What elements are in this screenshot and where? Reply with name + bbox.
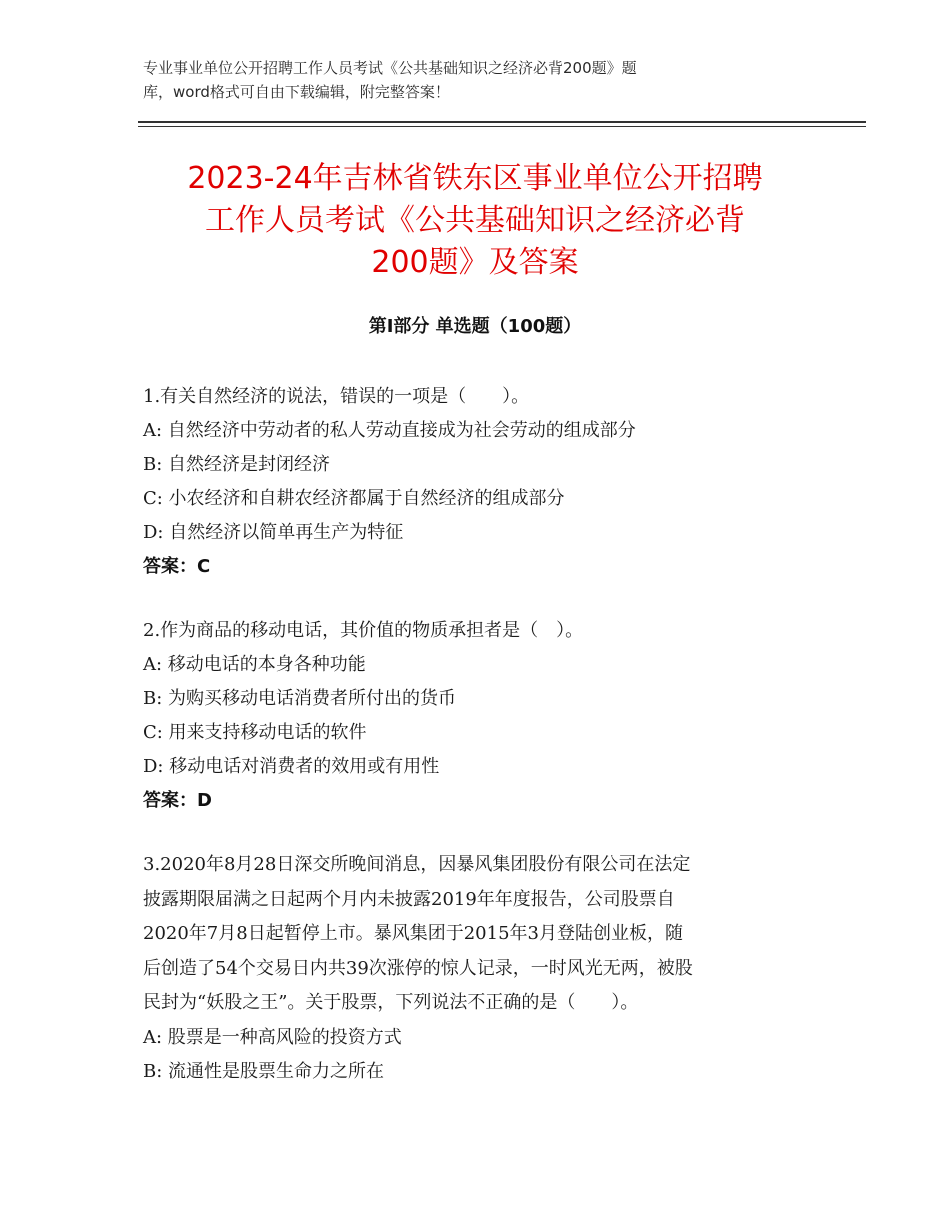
option-d: D: 自然经济以简单再生产为特征 (143, 522, 404, 543)
option-a: A: 自然经济中劳动者的私人劳动直接成为社会劳动的组成部分 (143, 420, 636, 441)
question-stem: 2.作为商品的移动电话，其价值的物质承担者是（ ）。 (143, 620, 584, 641)
question-stem: 1.有关自然经济的说法，错误的一项是（ ）。 (143, 386, 530, 407)
section-title: 第Ⅰ部分 单选题（100题） (368, 316, 582, 337)
stem-line-4: 后创造了54个交易日内共39次涨停的惊人记录，一时风光无两，被股 (143, 957, 693, 979)
option-a: A: 股票是一种高风险的投资方式 (143, 1026, 402, 1048)
stem-line-1: 3.2020年8月28日深交所晚间消息，因暴风集团股份有限公司在法定 (143, 854, 691, 875)
document-title (130, 158, 820, 284)
option-b: B: 自然经济是封闭经济 (143, 454, 331, 475)
answer: 答案：D (143, 790, 212, 811)
header-note (143, 56, 803, 104)
option-b: B: 流通性是股票生命力之所在 (143, 1060, 385, 1082)
option-c: C: 小农经济和自耕农经济都属于自然经济的组成部分 (143, 488, 565, 509)
header-divider (138, 121, 866, 127)
title-line-1: 2023-24年吉林省铁东区事业单位公开招聘 (187, 161, 763, 196)
title-line-2: 工作人员考试《公共基础知识之经济必背 (205, 203, 745, 238)
option-b: B: 为购买移动电话消费者所付出的货币 (143, 688, 457, 709)
stem-line-2: 披露期限届满之日起两个月内未披露2019年年度报告，公司股票自 (143, 888, 675, 910)
answer: 答案：C (143, 556, 211, 577)
stem-line-5: 民封为“妖股之王”。关于股票，下列说法不正确的是（ ）。 (143, 992, 639, 1013)
option-c: C: 用来支持移动电话的软件 (143, 722, 367, 743)
question-stem (143, 848, 811, 1021)
question-3 (143, 848, 811, 1089)
title-line-3: 200题》及答案 (371, 245, 579, 280)
question-list (143, 380, 811, 1119)
header-note-line-1: 专业事业单位公开招聘工作人员考试《公共基础知识之经济必背200题》题 (143, 59, 637, 77)
option-d: D: 移动电话对消费者的效用或有用性 (143, 756, 440, 777)
header-note-line-2: 库，word格式可自由下载编辑，附完整答案！ (143, 83, 450, 101)
stem-line-3: 2020年7月8日起暂停上市。暴风集团于2015年3月登陆创业板，随 (143, 923, 683, 944)
question-2 (143, 614, 811, 818)
question-1 (143, 380, 811, 584)
option-a: A: 移动电话的本身各种功能 (143, 654, 366, 675)
